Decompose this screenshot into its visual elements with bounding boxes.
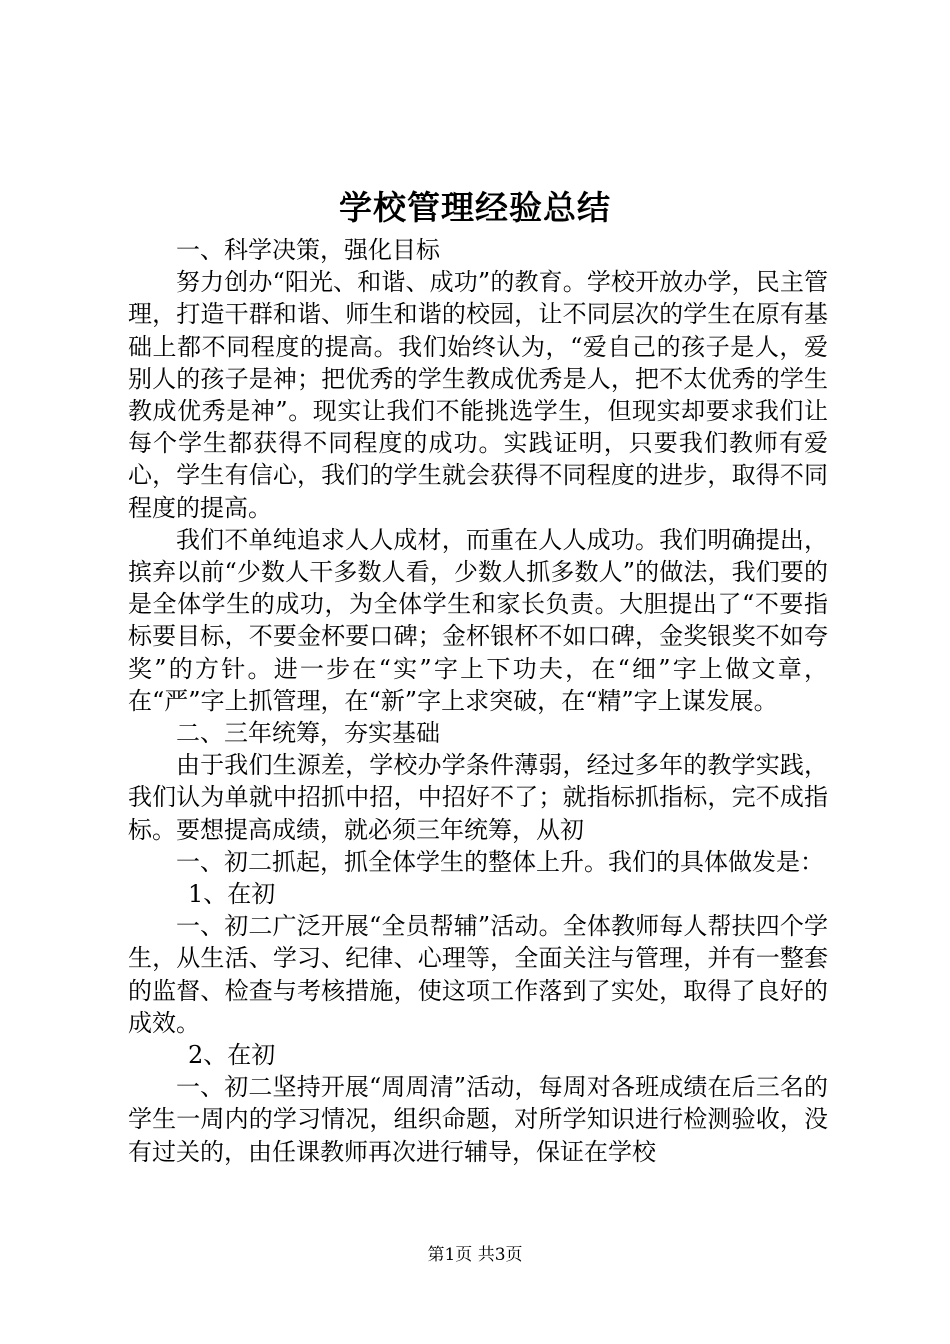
list-item-label: 1、在初 — [188, 880, 276, 909]
section-heading-2: 二、三年统筹，夯实基础 — [176, 719, 440, 748]
list-item-label: 2、在初 — [188, 1041, 276, 1070]
section-heading-1: 一、科学决策，强化目标 — [176, 236, 440, 264]
paragraph: 一、初二广泛开展“全员帮辅”活动。全体教师每人帮扶四个学生，从生活、学习、纪律、心理等，全面关注与管理，并有一整套的监督、检查与考核措施，使这项工作落到了实处，取得了良好的成效。 — [128, 912, 828, 1037]
document-title: 学校管理经验总结 — [339, 188, 611, 227]
document-body — [128, 234, 828, 1168]
paragraph: 努力创办“阳光、和谐、成功”的教育。学校开放办学，民主管理，打造干群和谐、师生和谐的校园，让不同层次的学生在原有基础上都不同程度的提高。我们始终认为，“爱自己的孩子是人，爱别人的孩子是神；把优秀的学生教成优秀是人，把不太优秀的学生教成优秀是神”。现实让我们不能挑选学生，但现实却要求我们让每个学生都获得不同程度的成功。实践证明，只要我们教师有爱心，学生有信心，我们的学生就会获得不同程度的进步，取得不同程度的提高。 — [128, 268, 828, 522]
paragraph: 由于我们生源差，学校办学条件薄弱，经过多年的教学实践，我们认为单就中招抓中招，中招好不了；就指标抓指标，完不成指标。要想提高成绩，就必须三年统筹，从初 — [128, 751, 828, 844]
page-footer: 第1页 共3页 — [427, 1245, 523, 1265]
paragraph: 一、初二坚持开展“周周清”活动，每周对各班成绩在后三名的学生一周内的学习情况，组织命题，对所学知识进行检测验收，没有过关的，由任课教师再次进行辅导，保证在学校 — [128, 1073, 828, 1166]
paragraph: 一、初二抓起，抓全体学生的整体上升。我们的具体做发是： — [176, 847, 824, 876]
paragraph: 我们不单纯追求人人成材，而重在人人成功。我们明确提出，摈弃以前“少数人干多数人看，少数人抓多数人”的做法，我们要的是全体学生的成功，为全体学生和家长负责。大胆提出了“不要指标要目标，不要金杯要口碑；金杯银杯不如口碑，金奖银奖不如夸奖”的方针。进一步在“实”字上下功夫，在“细”字上做文章，在“严”字上抓管理，在“新”字上求突破，在“精”字上谋发展。 — [128, 525, 828, 715]
